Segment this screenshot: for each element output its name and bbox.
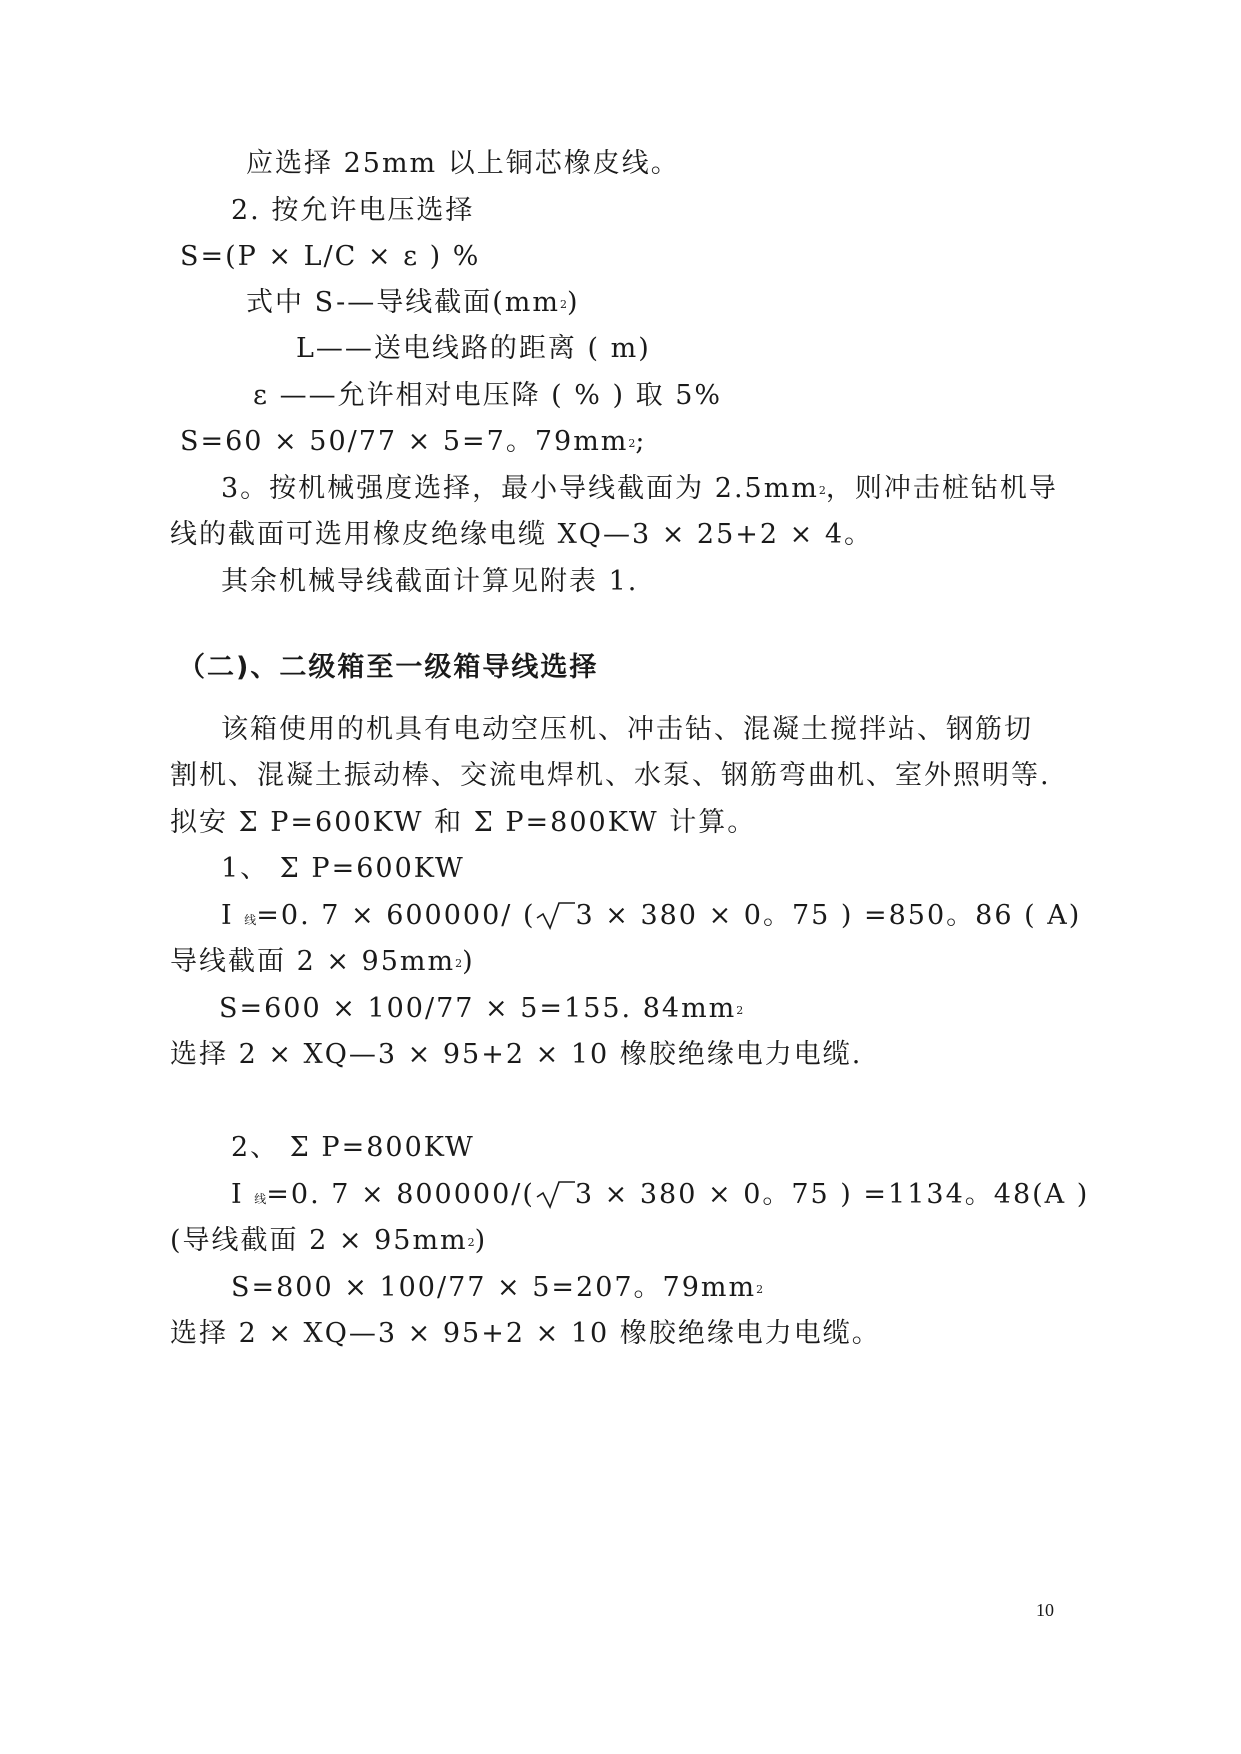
superscript: 2 — [736, 1004, 744, 1017]
case-1-s-calc — [219, 991, 743, 1027]
text-line-copper-wire: 应选择 25mm 以上铜芯橡皮线。 — [246, 148, 680, 179]
case-1-current-formula — [221, 898, 1081, 934]
superscript: 2 — [559, 298, 567, 311]
paragraph-line-2: 割机、混凝土振动棒、交流电焊机、水泵、钢筋弯曲机、室外照明等. — [170, 760, 1051, 791]
case-2-title: 2、 Σ P=800KW — [231, 1132, 475, 1163]
superscript: 2 — [455, 957, 463, 970]
case-1-cable-choice: 选择 2 × XQ—3 × 95+2 × 10 橡胶绝缘电力电缆. — [170, 1039, 863, 1070]
subscript: 线 — [254, 1192, 267, 1206]
current-formula-part-b: 3 × 380 × 0。75 ) =1134。48(A ) — [574, 1179, 1090, 1210]
square-root-icon — [535, 1179, 575, 1209]
calc-s60-end: ; — [635, 426, 647, 457]
case-1-title: 1、 Σ P=600KW — [221, 853, 465, 884]
current-symbol: I — [231, 1179, 255, 1210]
case-2-current-formula — [231, 1177, 1089, 1213]
case-2-cable-choice: 选择 2 × XQ—3 × 95+2 × 10 橡胶绝缘电力电缆。 — [170, 1318, 881, 1349]
superscript: 2 — [818, 484, 826, 497]
case-2-s-calc-text: S=800 × 100/77 × 5=207。79mm — [231, 1272, 757, 1303]
section-heading: （二)、二级箱至一级箱导线选择 — [178, 652, 599, 683]
current-formula-part-b: 3 × 380 × 0。75 ) =850。86 ( A) — [575, 900, 1082, 931]
case-1-section — [170, 944, 475, 980]
case-2-section — [170, 1223, 487, 1259]
subheading-voltage-selection: 2. 按允许电压选择 — [231, 195, 475, 226]
case-2-s-calc — [231, 1270, 763, 1306]
case-1-section-text: 导线截面 2 × 95mm — [170, 946, 456, 977]
case-2-section-close: ) — [474, 1225, 488, 1256]
subscript: 线 — [244, 913, 257, 927]
formula-legend-epsilon: ε ——允许相对电压降 ( % ) 取 5% — [253, 380, 723, 411]
current-formula-part-a: =0. 7 × 600000/ ( — [256, 900, 536, 931]
formula-section-area: S=(P × L/C × ε ) % — [180, 241, 481, 272]
case-1-section-close: ) — [462, 946, 475, 977]
calc-line-s60 — [180, 424, 647, 460]
text-line-appendix-ref: 其余机械导线截面计算见附表 1. — [221, 566, 639, 597]
current-symbol: I — [221, 900, 245, 931]
case-1-s-calc-text: S=600 × 100/77 × 5=155. 84mm — [219, 993, 737, 1024]
paragraph-line-1: 该箱使用的机具有电动空压机、冲击钻、混凝土搅拌站、钢筋切 — [221, 714, 1033, 745]
case-2-section-text: (导线截面 2 × 95mm — [170, 1225, 468, 1256]
superscript: 2 — [628, 437, 636, 450]
square-root-icon — [535, 900, 575, 930]
mech-text-a: 3。按机械强度选择，最小导线截面为 2.5mm — [221, 473, 819, 504]
legend-s-close: ) — [566, 287, 580, 318]
mech-text-c: ，则冲击桩钻机导 — [825, 473, 1058, 504]
superscript: 2 — [756, 1283, 764, 1296]
formula-legend-s — [246, 285, 579, 321]
page-number: 10 — [1036, 1600, 1054, 1620]
superscript: 2 — [467, 1236, 475, 1249]
formula-legend-l: L——送电线路的距离 ( m) — [296, 333, 651, 364]
current-formula-part-a: =0. 7 × 800000/( — [266, 1179, 535, 1210]
paragraph-line-3: 拟安 Σ P=600KW 和 Σ P=800KW 计算。 — [170, 807, 757, 838]
text-line-mechanical-strength — [221, 471, 1058, 507]
calc-s60-text: S=60 × 50/77 × 5=7。79mm — [180, 426, 629, 457]
text-line-cable-choice: 线的截面可选用橡皮绝缘电缆 XQ—3 × 25+2 × 4。 — [170, 519, 874, 550]
legend-s-text: 式中 S-—导线截面(mm — [246, 287, 560, 318]
